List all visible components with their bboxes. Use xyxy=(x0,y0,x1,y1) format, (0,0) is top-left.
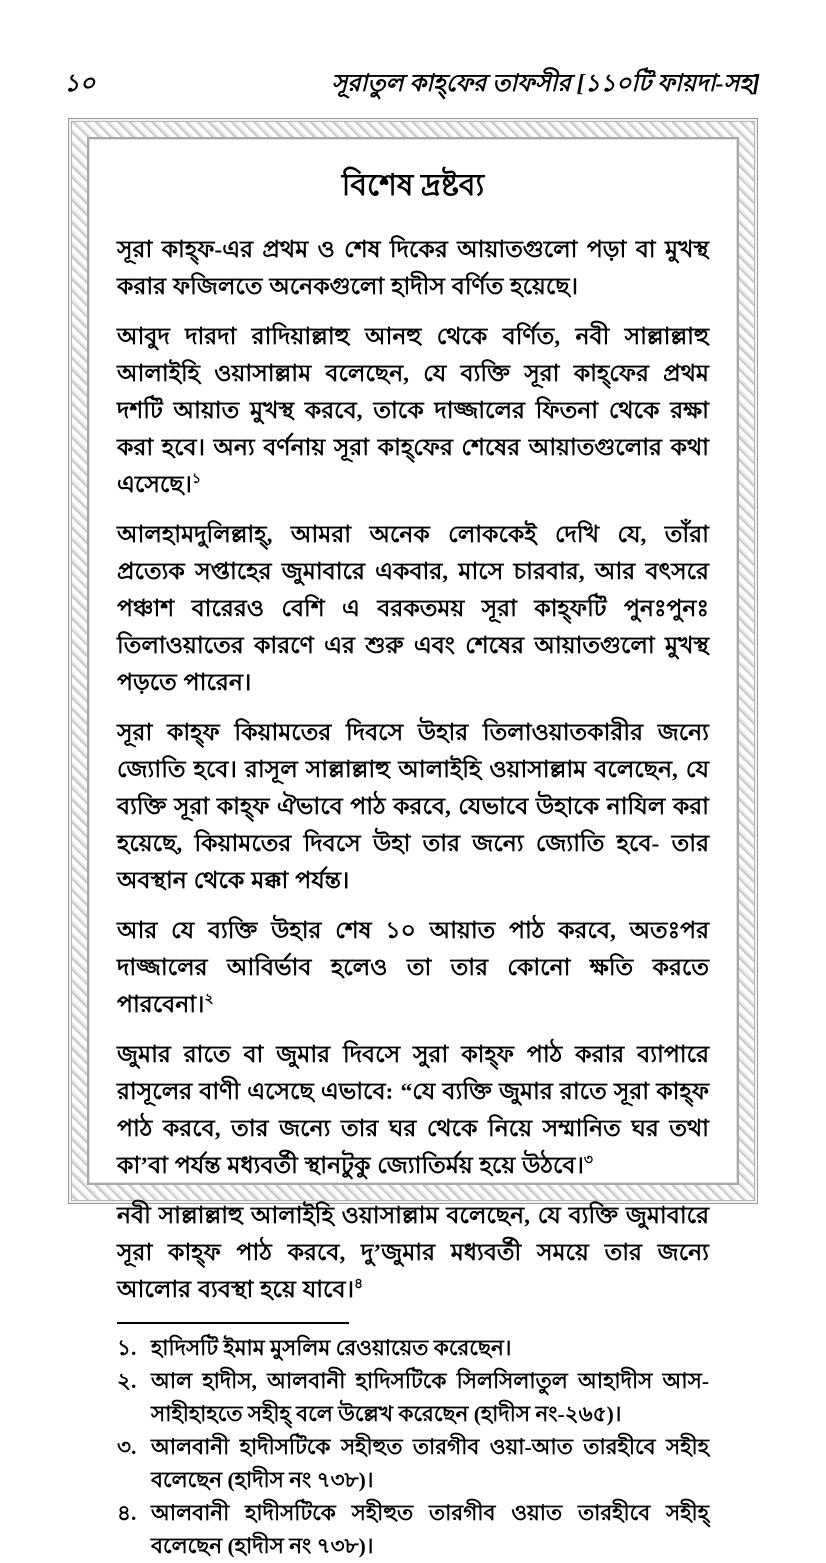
paragraph-text: সূরা কাহ্‌ফ কিয়ামতের দিবসে উহার তিলাওয়াতকারীর জন্যে জ্যোতি হবে। রাসূল সাল্লাল্লাহু আলাইহি ওয়াসাল্লাম বলেছেন, যে ব্যক্তি সূরা কাহ্‌ফ ঐভাবে পাঠ করবে, যেভাবে উহাকে নাযিল করা হয়েছে, কিয়ামতের দিবসে উহা তার জন্যে জ্যোতি হবে- তার অবস্থান থেকে মক্কা পর্যন্ত। xyxy=(117,720,709,894)
body-paragraph xyxy=(117,1198,709,1309)
paragraph-text: আর যে ব্যক্তি উহার শেষ ১০ আয়াত পাঠ করবে, অতঃপর দাজ্জালের আবির্ভাব হলেও তা তার কোনো ক্ষতি করতে পারবেনা। xyxy=(117,918,709,1018)
paragraph-text: নবী সাল্লাল্লাহু আলাইহি ওয়াসাল্লাম বলেছেন, যে ব্যক্তি জুমাবারে সূরা কাহ্‌ফ পাঠ করবে, দু’জুমার মধ্যবর্তী সময়ে তার জন্যে আলোর ব্যবস্থা হয়ে যাবে। xyxy=(117,1203,709,1303)
footnote-text: আলবানী হাদীসটিকে সহীহুত তারগীব ওয়া-আত তারহীবে সহীহ বলেছেন (হাদীস নং ৭৩৮)। xyxy=(151,1435,709,1492)
footnote-separator xyxy=(117,1322,349,1324)
body-paragraph xyxy=(117,319,709,504)
paragraph-text: জুমার রাতে বা জুমার দিবসে সুরা কাহ্‌ফ পাঠ করার ব্যাপারে রাসূলের বাণী এসেছে এভাবে: “যে ব্যক্তি জুমার রাতে সূরা কাহ্‌ফ পাঠ করবে, তার জন্যে তার ঘর থেকে নিয়ে সম্মানিত ঘর তথা কা’বা পর্যন্ত মধ্যবর্তী স্থানটুকু জ্যোতির্ময় হয়ে উঠবে। xyxy=(117,1042,709,1179)
paragraph-text: আবুদ দারদা রাদিয়াল্লাহু আনহু থেকে বর্ণিত, নবী সাল্লাল্লাহু আলাইহি ওয়াসাল্লাম বলেছেন, যে ব্যক্তি সূরা কাহ্‌ফের প্রথম দশটি আয়াত মুখস্থ করবে, তাকে দাজ্জালের ফিতনা থেকে রক্ষা করা হবে। অন্য বর্ণনায় সূরা কাহ্‌ফের শেষের আয়াতগুলোর কথা এসেছে। xyxy=(117,324,709,498)
frame-rope-band xyxy=(71,121,755,1558)
body-paragraph xyxy=(117,232,709,306)
footnote-ref: ২ xyxy=(204,992,214,1008)
page-content xyxy=(87,137,739,1558)
paragraph-text: সূরা কাহ্‌ফ-এর প্রথম ও শেষ দিকের আয়াতগুলো পড়া বা মুখস্থ করার ফজিলতে অনেকগুলো হাদীস বর্ণিত হয়েছে। xyxy=(117,237,709,300)
footnote-ref: ৪ xyxy=(353,1277,364,1293)
footnote-text: আল হাদীস, আলবানী হাদিসটিকে সিলসিলাতুল আহাদীস আস-সাহীহাহতে সহীহ্‌ বলে উল্লেখ করেছেন (হাদীস নং-২৬৫)। xyxy=(151,1369,709,1426)
body-paragraph xyxy=(117,517,709,702)
footnote-number: ২. xyxy=(117,1369,137,1393)
footnote-number: ৩. xyxy=(117,1435,137,1459)
footnote-ref: ৩ xyxy=(583,1153,593,1169)
body-paragraph xyxy=(117,715,709,900)
footnote xyxy=(117,1365,709,1431)
running-title: সূরাতুল কাহ্‌ফের তাফসীর [১১০টি ফায়দা-সহ] xyxy=(331,71,760,97)
footnote-ref: ১ xyxy=(191,472,202,488)
footnote-text: আলবানী হাদীসটিকে সহীহুত তারগীব ওয়াত তারহীবে সহীহ্‌ বলেছেন (হাদীস নং ৭৩৮)। xyxy=(151,1501,709,1558)
footnote xyxy=(117,1431,709,1497)
section-title: বিশেষ দ্রষ্টব্য xyxy=(341,169,485,202)
body-paragraph xyxy=(117,913,709,1024)
footnote-number: ১. xyxy=(117,1336,137,1360)
decorative-frame xyxy=(68,118,758,1558)
paragraph-text: আলহামদুলিল্লাহ্‌, আমরা অনেক লোককেই দেখি যে, তাঁরা প্রত্যেক সপ্তাহের জুমাবারে একবার, মাসে চারবার, আর বৎসরে পঞ্চাশ বারেরও বেশি এ বরকতময় সূরা কাহ্‌ফটি পুনঃপুনঃ তিলাওয়াতের কারণে এর শুরু এবং শেষের আয়াতগুলো মুখস্থ পড়তে পারেন। xyxy=(117,522,709,696)
running-header xyxy=(64,70,760,99)
footnote xyxy=(117,1497,709,1563)
footnote-number: ৪. xyxy=(117,1501,137,1525)
page-number: ১০ xyxy=(64,71,96,97)
body-paragraph xyxy=(117,1037,709,1185)
footnote xyxy=(117,1332,709,1365)
footnote-text: হাদিসটি ইমাম মুসলিম রেওয়ায়েত করেছেন। xyxy=(151,1336,512,1360)
